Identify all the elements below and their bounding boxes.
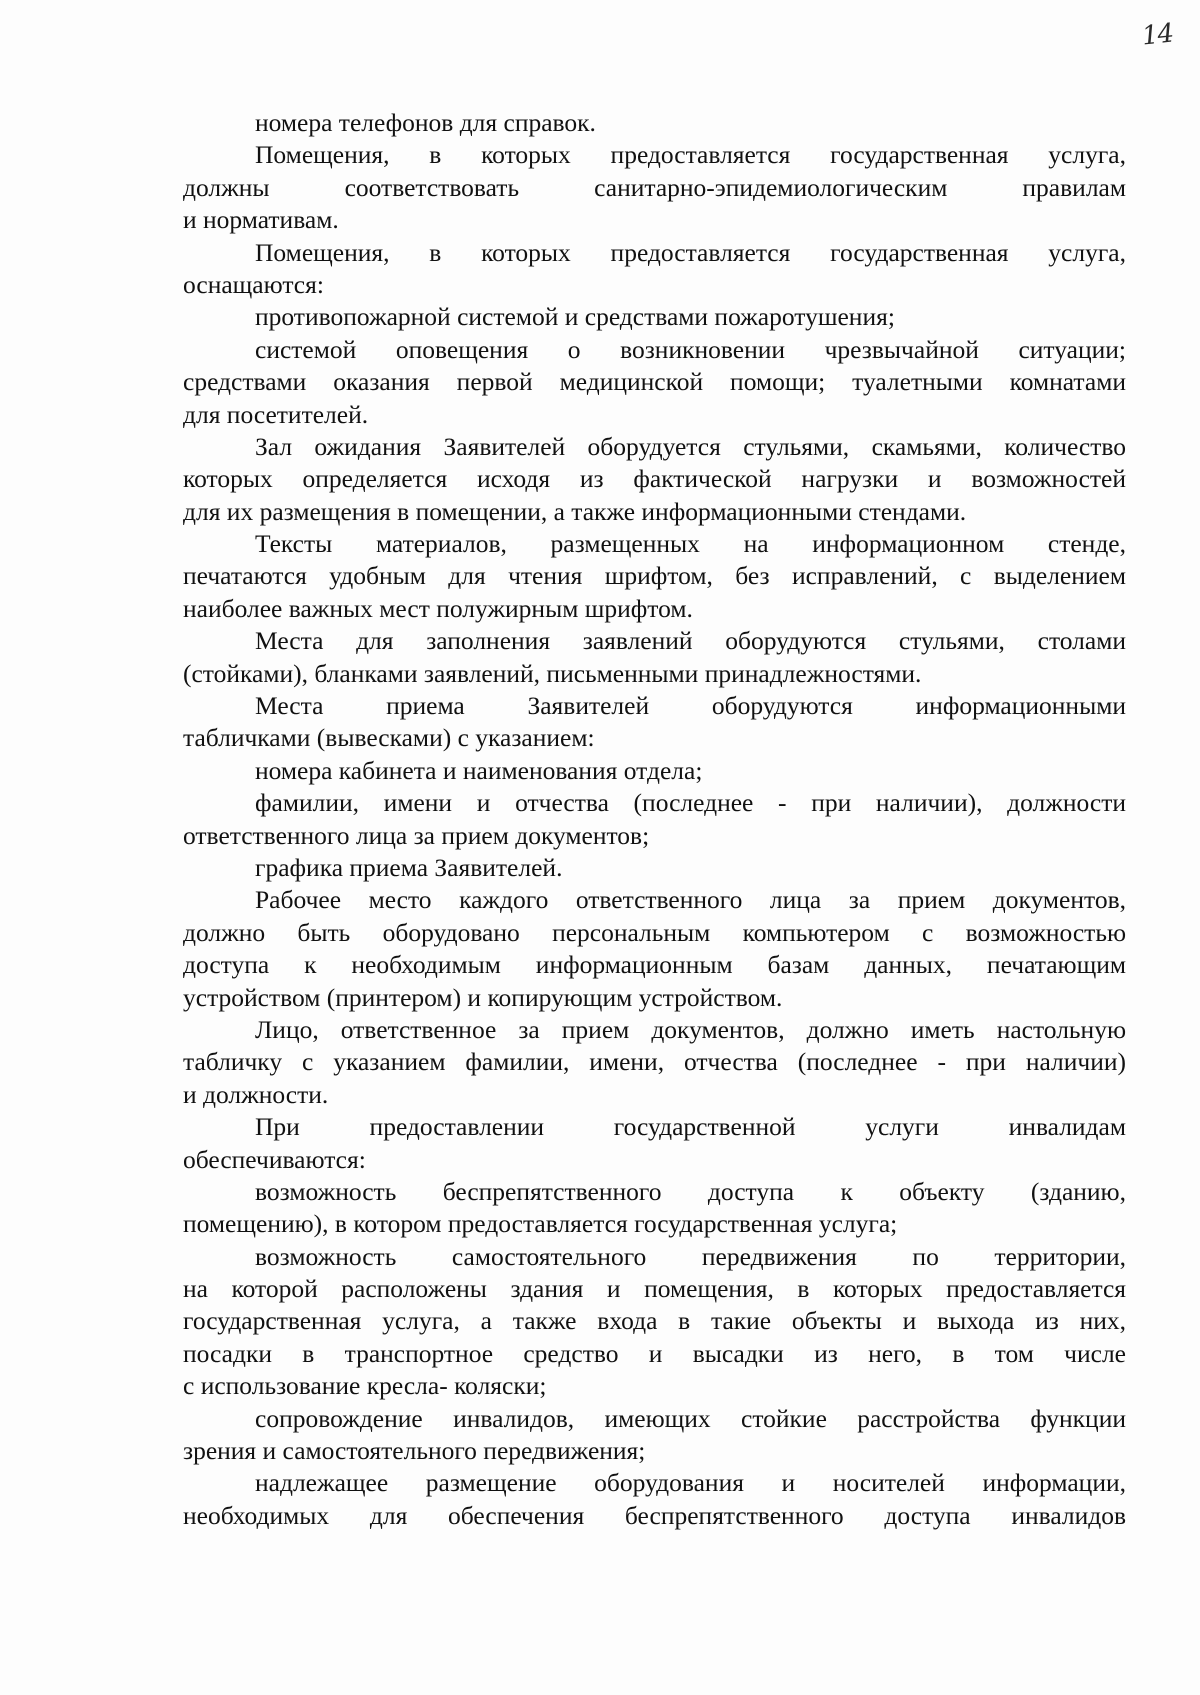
text-line: возможность самостоятельного передвижения по территории,: [255, 1241, 1126, 1271]
text-line: номера телефонов для справок.: [255, 108, 596, 137]
text-line: которых определяется исходя из фактической нагрузки и возможностей: [183, 464, 1126, 494]
text-line: наиболее важных мест полужирным шрифтом.: [183, 593, 693, 623]
text-line: Места приема Заявителей оборудуются информационными: [255, 691, 1126, 721]
text-line: для их размещения в помещении, а также информационными стендами.: [183, 496, 967, 526]
text-line: для посетителей.: [183, 399, 369, 429]
text-line: Места для заполнения заявлений оборудуются стульями, столами: [255, 626, 1126, 656]
text-line: должны соответствовать санитарно-эпидемиологическим правилам: [183, 172, 1126, 202]
text-line: устройством (принтером) и копирующим устройством.: [183, 982, 783, 1012]
text-line: графика приема Заявителей.: [255, 852, 563, 882]
text-line: При предоставлении государственной услуги инвалидам: [255, 1112, 1126, 1142]
text-line: Тексты материалов, размещенных на информационном стенде,: [255, 529, 1126, 559]
text-line: табличку с указанием фамилии, имени, отчества (последнее - при наличии): [183, 1047, 1126, 1077]
text-line: необходимых для обеспечения беспрепятственного доступа инвалидов: [183, 1500, 1126, 1530]
text-line: возможность беспрепятственного доступа к объекту (зданию,: [255, 1176, 1126, 1206]
text-line: и нормативам.: [183, 205, 339, 235]
text-line: доступа к необходимым информационным базам данных, печатающим: [183, 950, 1126, 980]
text-line: сопровождение инвалидов, имеющих стойкие расстройства функции: [255, 1403, 1126, 1433]
page-number: 14: [1140, 18, 1175, 52]
text-line: табличками (вывесками) с указанием:: [183, 723, 595, 753]
text-line: зрения и самостоятельного передвижения;: [183, 1436, 646, 1466]
text-line: Рабочее место каждого ответственного лица за прием документов,: [255, 885, 1126, 915]
text-line: Лицо, ответственное за прием документов, должно иметь настольную: [255, 1014, 1126, 1044]
text-line: Зал ожидания Заявителей оборудуется стульями, скамьями, количество: [255, 431, 1126, 461]
text-line: противопожарной системой и средствами пожаротушения;: [255, 302, 895, 332]
text-line: фамилии, имени и отчества (последнее - при наличии), должности: [255, 788, 1126, 818]
text-line: обеспечиваются:: [183, 1144, 366, 1174]
text-line: помещению), в котором предоставляется государственная услуга;: [183, 1209, 898, 1239]
text-line: на которой расположены здания и помещения, в которых предоставляется: [183, 1274, 1126, 1304]
text-line: должно быть оборудовано персональным компьютером с возможностью: [183, 917, 1126, 947]
text-line: оснащаются:: [183, 269, 324, 299]
text-line: и должности.: [183, 1079, 329, 1109]
text-line: (стойками), бланками заявлений, письменными принадлежностями.: [183, 658, 922, 688]
text-line: посадки в транспортное средство и высадки из него, в том числе: [183, 1338, 1126, 1368]
text-line: системой оповещения о возникновении чрезвычайной ситуации;: [255, 334, 1126, 364]
text-line: номера кабинета и наименования отдела;: [255, 755, 703, 785]
document-body: [183, 107, 1126, 1532]
text-line: Помещения, в которых предоставляется государственная услуга,: [255, 237, 1126, 267]
text-line: государственная услуга, а также входа в такие объекты и выхода из них,: [183, 1306, 1126, 1336]
text-line: печатаются удобным для чтения шрифтом, без исправлений, с выделением: [183, 561, 1126, 591]
text-line: надлежащее размещение оборудования и носителей информации,: [255, 1468, 1126, 1498]
text-line: средствами оказания первой медицинской помощи; туалетными комнатами: [183, 367, 1126, 397]
text-line: с использование кресла- коляски;: [183, 1371, 547, 1401]
text-line: Помещения, в которых предоставляется государственная услуга,: [255, 140, 1126, 170]
text-line: ответственного лица за прием документов;: [183, 820, 650, 850]
